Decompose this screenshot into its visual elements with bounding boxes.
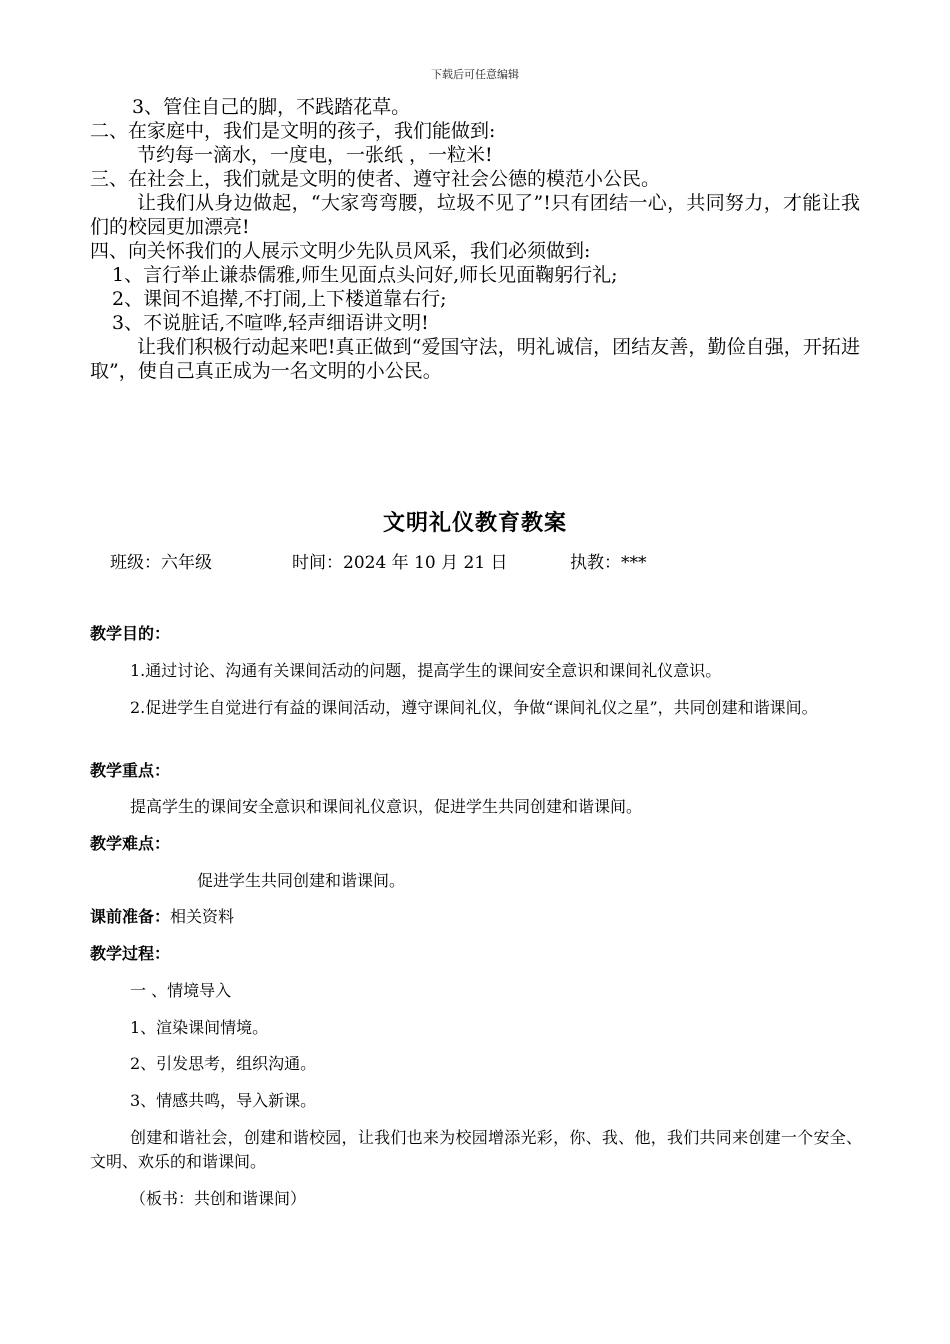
page-header-note: 下载后可任意编辑 [431, 68, 519, 81]
section-four-item-3: 3、不说脏话,不喧哗,轻声细语讲文明! [112, 312, 429, 334]
section-two-body: 节约每一滴水，一度电，一张纸 ，一粒米! [137, 144, 493, 166]
prep-line [90, 905, 862, 929]
section-three-heading: 三、在社会上，我们就是文明的使者、遵守社会公德的模范小公民。 [90, 168, 661, 190]
difficulty-heading: 教学难点： [90, 834, 171, 853]
rule-line-3: 3、管住自己的脚，不践踏花草。 [132, 96, 411, 118]
board-note: （板书：共创和谐课间） [130, 1189, 307, 1208]
section-two-heading: 二、在家庭中，我们是文明的孩子，我们能做到: [90, 120, 496, 142]
step-1: 1、渲染课间情境。 [130, 1018, 269, 1037]
top-section [90, 95, 860, 383]
teacher-info: 执教：*** [570, 553, 647, 573]
step-3: 3、情感共鸣，导入新课。 [130, 1091, 317, 1110]
section-four-item-2: 2、课间不追撵,不打闹,上下楼道靠右行; [112, 288, 447, 310]
key-heading: 教学重点： [90, 761, 171, 780]
objective-2: 2.促进学生自觉进行有益的课间活动，遵守课间礼仪，争做“课间礼仪之星”，共同创建和谐课间。 [130, 698, 818, 717]
section-four-heading: 四、向关怀我们的人展示文明少先队员风采，我们必须做到: [90, 240, 591, 262]
objective-1: 1.通过讨论、沟通有关课间活动的问题，提高学生的课间安全意识和课间礼仪意识。 [130, 661, 722, 680]
difficulty-text: 促进学生共同创建和谐课间。 [197, 871, 406, 890]
step-2: 2、引发思考，组织沟通。 [130, 1054, 317, 1073]
step-intro: 一 、情境导入 [130, 981, 232, 1000]
section-four-item-1: 1、言行举止谦恭儒雅,师生见面点头问好,师长见面鞠躬行礼; [112, 264, 618, 286]
time-info: 时间：2024 年 10 月 21 日 [292, 553, 508, 573]
closing-paragraph: 让我们积极行动起来吧!真正做到“爱国守法，明礼诚信，团结友善，勤俭自强，开拓进取”，使自己真正成为一名文明的小公民。 [90, 336, 860, 382]
key-text: 提高学生的课间安全意识和课间礼仪意识，促进学生共同创建和谐课间。 [130, 797, 643, 816]
prep-text: 相关资料 [170, 907, 235, 926]
lesson-title: 文明礼仪教育教案 [382, 510, 567, 536]
section-three-body: 让我们从身边做起，“大家弯弯腰，垃圾不见了”!只有团结一心，共同努力，才能让我们的校园更加漂亮! [90, 192, 860, 238]
closing-text: 创建和谐社会，创建和谐校园，让我们也来为校园增添光彩，你、我、他，我们共同来创建一个安全、文明、欢乐的和谐课间。 [90, 1128, 862, 1171]
objectives-heading: 教学目的： [90, 624, 171, 643]
prep-heading: 课前准备： [90, 907, 171, 926]
process-heading: 教学过程： [90, 944, 171, 963]
class-info: 班级：六年级 [110, 553, 212, 573]
